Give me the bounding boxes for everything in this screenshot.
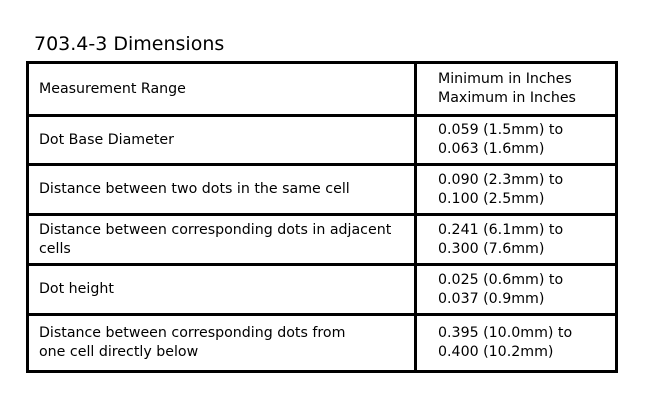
table-row: [28, 165, 617, 215]
range-cell: 0.059 (1.5mm) to 0.063 (1.6mm): [416, 116, 617, 165]
page-title: 703.4-3 Dimensions: [34, 33, 225, 55]
table-row: [28, 215, 617, 265]
measurement-cell: Distance between two dots in the same cell: [28, 165, 416, 215]
table-row: [28, 116, 617, 165]
range-cell: 0.241 (6.1mm) to 0.300 (7.6mm): [416, 215, 617, 265]
measurement-cell: Distance between corresponding dots from one cell directly below: [28, 315, 416, 372]
header-measurement-range: Measurement Range: [28, 63, 416, 116]
measurement-cell: Distance between corresponding dots in adjacent cells: [28, 215, 416, 265]
dimensions-table: [26, 61, 618, 373]
range-cell: 0.025 (0.6mm) to 0.037 (0.9mm): [416, 265, 617, 315]
measurement-cell: Dot height: [28, 265, 416, 315]
table-row: [28, 315, 617, 372]
range-cell: 0.090 (2.3mm) to 0.100 (2.5mm): [416, 165, 617, 215]
range-cell: 0.395 (10.0mm) to 0.400 (10.2mm): [416, 315, 617, 372]
header-min-max-inches: Minimum in Inches Maximum in Inches: [416, 63, 617, 116]
table-row: [28, 265, 617, 315]
table-header-row: [28, 63, 617, 116]
measurement-cell: Dot Base Diameter: [28, 116, 416, 165]
